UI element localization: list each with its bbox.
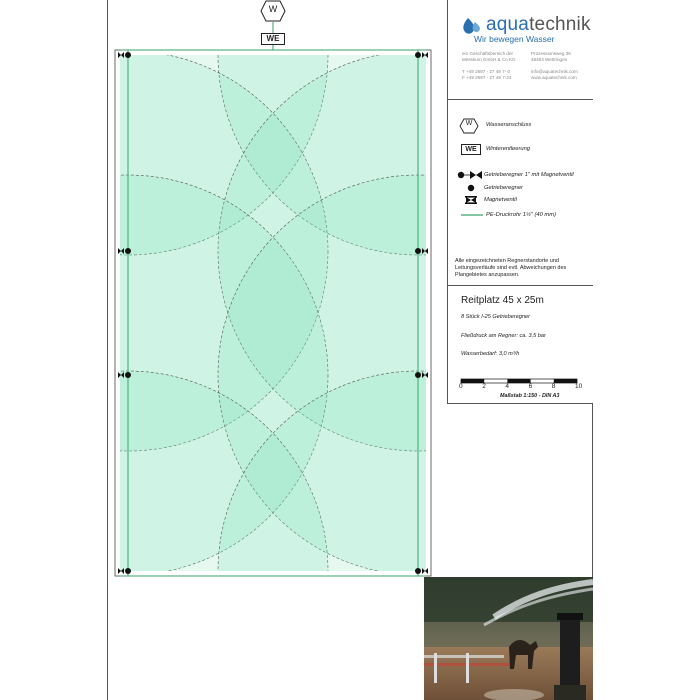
- project-water-demand: Wasserbedarf: 3,0 m³/h: [461, 351, 520, 357]
- sprinkler-photo: [424, 577, 593, 700]
- project-pressure: Fließdruck am Regner: ca. 3,5 bar: [461, 333, 546, 339]
- scale-bar: [455, 376, 590, 386]
- address-line: T +49 2597 - 27 49 7- 0: [462, 69, 511, 74]
- legend-winter-label: Winterentleerung: [486, 146, 531, 152]
- address-right: [531, 51, 578, 81]
- brand-name: aquatechnik: [486, 14, 591, 35]
- water-connection-label: W: [268, 4, 278, 14]
- address-line: ein Geschäftsbereich der: [462, 51, 514, 56]
- winter-drain-box: WE: [261, 33, 285, 45]
- legend-pipe-label: PE-Druckrohr 1½" (40 mm): [486, 212, 557, 218]
- scale-tick-label: 2: [482, 383, 486, 390]
- scale-tick-label: 8: [551, 383, 556, 390]
- drop-logo-icon: [460, 16, 482, 36]
- legend-rotor-label: Getrieberegner: [484, 185, 523, 191]
- address-line: Messkum GmbH & Co.KG: [462, 57, 516, 62]
- rotor-icon: [466, 183, 476, 193]
- address-left: [462, 51, 516, 81]
- project-sprinkler-count: 8 Stück I-25 Getrieberegner: [461, 314, 531, 320]
- address-line: info@aquatechnik.com: [531, 69, 578, 74]
- disclaimer-note: Alle eingezeichneten Regnerstandorte und Leitungsverläufe sind evtl. Abweichungen des Plangebietes anzupassen.: [455, 258, 567, 278]
- address-line: www.aquatechnik.com: [531, 75, 577, 80]
- scale-tick-label: 0: [459, 383, 463, 390]
- legend-valve-label: Magnetventil: [484, 197, 517, 203]
- valve-icon: [464, 195, 478, 205]
- legend-water-label: Wasseranschluss: [486, 122, 532, 128]
- project-title: Reitplatz 45 x 25m: [461, 295, 544, 306]
- legend-water-symbol: W: [465, 120, 473, 127]
- valve-rotor-icon: [456, 170, 486, 180]
- legend-valve-rotor-label: Getrieberegner 1" mit Magnetventil: [484, 172, 574, 178]
- address-line: Prozessionsweg 38: [531, 51, 571, 56]
- address-line: 48493 Wettringen: [531, 57, 568, 62]
- scale-tick-label: 4: [505, 383, 510, 390]
- company-tagline: Wir bewegen Wasser: [474, 34, 555, 44]
- scale-title: Maßstab 1:150 - DIN A3: [500, 393, 560, 399]
- address-line: F +49 2597 - 27 49 7-23: [462, 75, 512, 80]
- scale-tick-label: 10: [575, 383, 583, 390]
- riding-arena-photo-image: [424, 577, 593, 700]
- legend-winter-symbol: WE: [461, 144, 481, 155]
- scale-tick-label: 6: [528, 383, 533, 390]
- pipe-icon: [461, 212, 483, 218]
